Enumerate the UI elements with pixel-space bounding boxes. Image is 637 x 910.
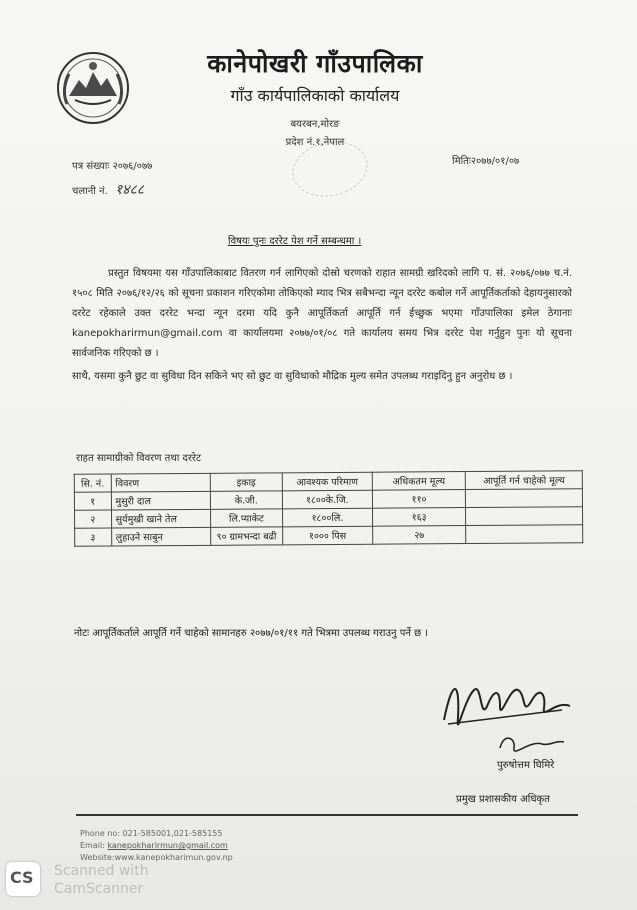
- address: बयरबन,मोरङ: [290, 119, 340, 130]
- office-name: गाँउ कार्यपालिकाको कार्यालय: [230, 86, 400, 105]
- cell-unit: ९० ग्रामभन्दा बढी: [210, 527, 282, 546]
- cell-sn: १: [74, 492, 111, 510]
- province: प्रदेश नं.१,नेपाल: [285, 137, 345, 148]
- footer-email-label: Email:: [80, 841, 105, 850]
- footer-website: Website:www.kanepokharimun.gov.np: [80, 853, 233, 862]
- letter-date: मितिः२०७७/०१/०७: [452, 156, 520, 167]
- nepal-emblem-icon: [55, 50, 131, 126]
- letter-footer: [80, 828, 233, 864]
- header-quantity: आवश्यक परिमाण: [282, 472, 372, 491]
- subject-line: विषयः पुनः दररेट पेश गर्ने सम्बन्धमा ।: [228, 236, 362, 247]
- camscanner-badge-text: CS: [10, 868, 34, 887]
- cell-unit: के.जी.: [210, 491, 282, 510]
- header-max-price: अधिकतम मूल्य: [372, 472, 466, 491]
- cell-description: मुसुरी दाल: [111, 491, 210, 510]
- table-row: [75, 525, 583, 547]
- signature-icon: [430, 660, 590, 770]
- header-unit: इकाइ: [210, 473, 282, 492]
- scanner-watermark: [54, 862, 149, 898]
- cell-quantity: १८००लि.: [282, 508, 372, 527]
- body-paragraph-2: साथै, यसमा कुनै छुट वा सुविधा दिन सकिने भए सो छुट वा सुविधाको मौद्रिक मुल्य समेत उपलब्ध गराइदिनु हुन अनुरोध छ ।: [72, 371, 513, 382]
- cell-max-price: २७: [372, 526, 466, 545]
- watermark-line-1: Scanned with: [54, 863, 149, 879]
- note-line: नोटः आपूर्तिकर्ताले आपूर्ति गर्ने चाहेको सामानहरु २०७७/०१/११ गते भित्रमा उपलब्ध गराउनु पर्ने छ ।: [74, 628, 429, 639]
- signer-title: प्रमुख प्रशासकीय अधिकृत: [456, 794, 550, 805]
- dispatch-number: [72, 180, 144, 199]
- camscanner-icon: [6, 862, 40, 896]
- cell-sn: ३: [75, 528, 112, 546]
- relief-items-table: [74, 470, 583, 547]
- footer-email: kanepokharirmun@gmail.com: [107, 841, 228, 850]
- header-sn: सि. नं.: [74, 474, 111, 492]
- table-caption: राहत सामाग्रीको विवरण तथा दररेट: [76, 453, 202, 464]
- org-name: कानेपोखरी गाँउपालिका: [207, 49, 423, 78]
- dispatch-label: चलानी नं.: [72, 186, 108, 197]
- footer-phone: Phone no: 021-585001,021-585155: [80, 829, 223, 838]
- cell-supplier-price: [466, 525, 583, 544]
- cell-max-price: १६३: [372, 508, 466, 527]
- cell-quantity: १००० पिस: [283, 526, 373, 545]
- body-paragraph-1: प्रस्तुत विषयमा यस गाँउपालिकाबाट वितरण गर्न लागिएको दोस्रो चरणको राहात सामग्री खरिदको लागि प. सं. २०७६/०७७ च.नं. १५०८ मिति २०७६/१२/२६ को सूचना प्रकाशन गरिएकोमा तोकिएको म्याद भित्र सबैभन्दा न्यून दररेट कबोल गर्ने आपूर्तिकर्ताको देहायनुसारको दररेट रहेकाले उक्त दररेट भन्दा न्यून दरमा यदि कुनै आपूर्तिकर्ता आपूर्ति गर्न ईच्छुक भएमा गाँउपालिका इमेल ठेगानाः kanepokharirmun@gmail.com वा कार्यालयमा २०७७/०१/०८ गते कार्यालय समय भित्र दररेट पेश गर्नुहुन पुनः यो सूचना सार्वजनिक गरिएको छ ।: [72, 268, 572, 359]
- cell-unit: लि.प्याकेट: [210, 509, 282, 528]
- signer-name: पुरुषोत्तम घिमिरे: [497, 760, 555, 771]
- cell-max-price: ११०: [372, 490, 466, 509]
- footer-divider: [76, 814, 578, 816]
- cell-quantity: १८००के.जि.: [282, 490, 372, 509]
- header-description: विवरण: [111, 473, 210, 492]
- cell-description: सुर्यमुखी खाने तेल: [111, 509, 210, 528]
- cell-supplier-price: [466, 489, 583, 508]
- reference-number: पत्र संख्याः २०७६/०७७: [72, 161, 153, 172]
- dispatch-value: १४८८: [114, 182, 145, 198]
- cell-supplier-price: [466, 507, 583, 526]
- watermark-line-2: CamScanner: [54, 881, 144, 897]
- letterhead: [150, 48, 480, 148]
- cell-sn: २: [75, 510, 112, 528]
- header-supplier-price: आपूर्ति गर्न चाहेको मूल्य: [466, 471, 583, 490]
- cell-description: लुहाउने साबुन: [111, 527, 210, 546]
- footer-email-row: [80, 840, 233, 852]
